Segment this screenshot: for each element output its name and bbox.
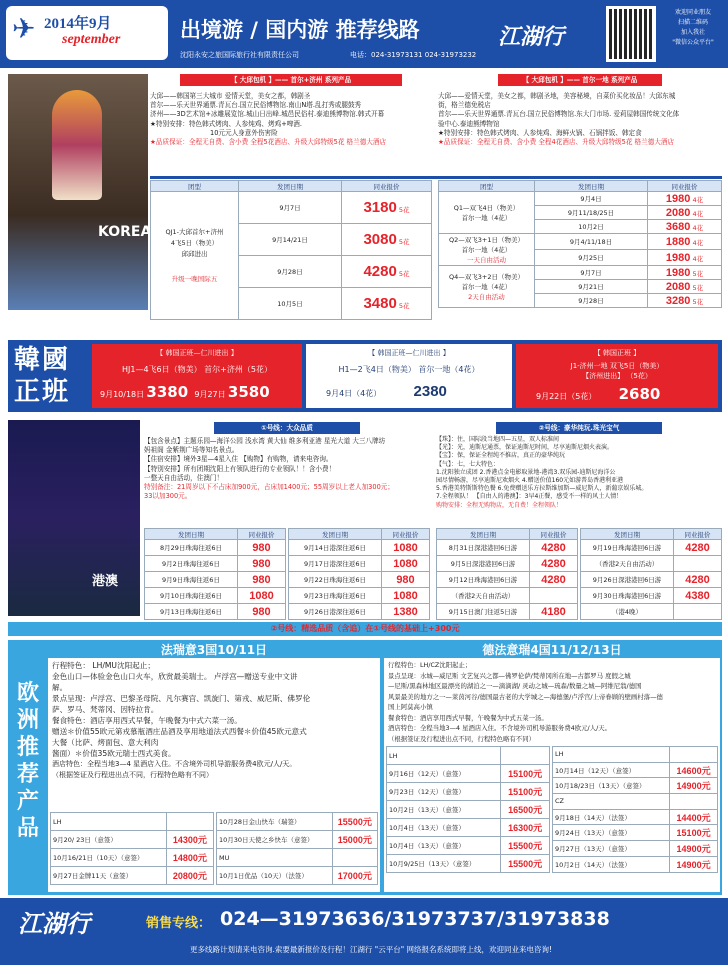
zhengban-box-3: 【 韩国正班 】 J1-济州一地 双飞5日（物美） 【济州进出】 （5花） 9月22日（5花） 2680: [516, 344, 718, 408]
europe-right: 德法意瑞4国11/12/13日 行程特色：LH/CZ沈阳起止； 景点呈现：水城—威尼斯 文艺复兴之都—佛罗伦萨/梵蒂冈所在地—古都罗马 度假之城 —尼斯/黑森林地区最漂亮的湖泊之一—滴滴湖/ 灵动之城—琉森/数量之城—阿维尼翁/德国 风景最美的地方之一—莱茵河谷/德国最古老的大学城之—海德堡/卢浮宫/上帝眷顾的壁画村落—德 国上阿莫高小镇 餐食特色：酒店享用西式早餐，午晚餐为中式五菜一汤。 酒店特色：全程当地3—4 星酒店入住。不含境外司机导游服务费4欧元/人/天。 （根据签证及行程进出点不同，行程特色略有不同） LH 9月16日（12天）（意签） 15100元 9月23日（12天）（意签） 15100元 10月2日（13天）（意签） 16500元 10月4日（13天）（意签） 16300元 10月4日（13天）（意签） 15500元 10月9/25日（13天）（意签） 15500元 LH 10月14日（12天）（意签） 14600元 10月18/23日（13天）（意签） 14900元 CZ 9月18日（14天）（法签） 14400元 9月24日（13天）（意签） 15100元 9月27日（13天）（意签） 14900元 10月2日（14天）（法签） 14900元: [384, 642, 720, 892]
footer-note: 更多线路计划请来电咨询.索要最新报价及行程！江湖行 "云平台" 网络报名系统即将上线，欢迎同业来电咨询!: [190, 945, 553, 954]
korea-left-tag: 【 大邱包机 】—— 首尔+济州 系列产品: [180, 74, 402, 86]
korea-product-cell: QJ1-大邱首尔+济州 4飞5日（物美） 邱邱进出 升级一晚国际五: [151, 192, 239, 320]
table-row: 3180 5花: [342, 192, 432, 224]
table-row: 9月10日珠海往返6日 1080: [145, 588, 286, 604]
korea-zhengban: [8, 340, 722, 412]
table-row: 10月9/25日（13天）（意签） 15500元: [387, 855, 550, 873]
table-row: 2080 4花: [648, 206, 722, 220]
zhengban-box-1: 【 韩国正班—仁川进出 】 HJ1—4飞6日（物美） 首尔+济州（5花） 9月10/18日 3380 9月27日 3580: [92, 344, 302, 408]
table-row: （香港2天自由活动）: [581, 556, 722, 572]
table-row: 9月9日珠海往返6日 980: [145, 572, 286, 588]
europe-left: 法瑞意3国10/11日 行程特色： LH/MU沈阳起止； 金色山口—体验金色山口火车，欣赏最美瑞士。 卢浮宫—赠送专业中文讲 解。 景点呈现：卢浮宫、巴黎圣母院、凡尔赛宫、凯旋门、第戎、威尼斯、佛罗伦 萨、罗马、梵蒂冈、因特拉肯。 餐食特色：酒店享用西式早餐，午晚餐为中式六菜一汤。 赠送＊价值55欧元第戎慕瓶酒庄品酒及享用地道法式西餐＊价值45欧元意式 大餐（比萨、烤面包、意大利肉 酱面）＊价值35欧元瑞士西式美食。 酒店特色：全程当地3—4 星酒店入住。不含境外司机导游服务费4欧元/人/天。 （根据签证及行程进出点不同，行程特色略有不同） LH 9月20/ 23日（意签） 14300元 10月16/21日（10天）（意签） 14800元 9月27日金牌11天（意签） 20800元 10月28日金山快车（瑞签） 15500元 10月30日天使之乡快车（意签） 15000元 MU 10月1日优品（10天）（法签） 17000元: [48, 642, 380, 892]
table-row: 9月23日珠海往返6日 1080: [289, 588, 430, 604]
hanbok-figure: [52, 90, 102, 200]
korea-zhengban-title: 韓國正班: [14, 345, 71, 407]
company-name: 沈阳永安之旅国际旅行社有限责任公司: [180, 51, 299, 59]
footer-sales-label: 销售专线：: [146, 916, 212, 931]
europe-right-title: 德法意瑞4国11/12/13日: [384, 642, 720, 658]
table-row: MU: [217, 849, 378, 867]
table-row: 9月2日珠海往返6日 980: [145, 556, 286, 572]
brand-logo: 江湖行: [498, 25, 565, 50]
europe-section: [8, 640, 722, 895]
date-year: 2014年9月: [44, 16, 112, 32]
table-row: 1980 4花: [648, 192, 722, 206]
table-row: 9月23日（12天）（意签） 15100元: [387, 783, 550, 801]
table-row: 9月27日（13天）（意签） 14900元: [553, 841, 718, 857]
hk-right-tag: ②号线：豪华纯玩.珠光宝气: [496, 422, 662, 434]
europe-left-table-1: [50, 812, 214, 885]
europe-title: 欧洲推荐产品: [16, 681, 39, 841]
table-row: 10月18/23日（13天）（意签） 14900元: [553, 778, 718, 794]
table-row: 8月31日深港港回6日游 4280: [437, 540, 578, 556]
table-row: 1880 4花: [648, 234, 722, 250]
table-row: 3280 5花: [648, 294, 722, 308]
table-row: LH: [51, 813, 214, 831]
table-row: 10月14日（12天）（意签） 14600元: [553, 762, 718, 778]
europe-right-table-2: [552, 746, 718, 873]
kite-icon: ✈: [12, 12, 36, 45]
hk-table-3: 发团日期 同业报价 8月31日深港港回6日游 4280 9月5日深港港回6日游 4280 9月12日珠海港回6日游 4280 （香港2天自由活动） 9月15日澳门往返5日游 4180: [436, 528, 578, 620]
hk-photo: [8, 420, 140, 616]
hk-banner: ②号线：精选品质（含追）在①号线的基础上+300元: [8, 622, 722, 636]
table-row: 10月28日金山快车（瑞签） 15500元: [217, 813, 378, 831]
hk-label: 港澳: [92, 574, 119, 589]
header: [0, 0, 728, 68]
date-badge: [6, 6, 168, 60]
hk-left-tag: ①号线：大众品质: [214, 422, 360, 434]
table-row: 4280 5花: [342, 256, 432, 288]
company-phone: 电话：024-31973131 024-31973232: [350, 51, 477, 59]
korea-label: KOREA: [98, 224, 152, 240]
korea-right-table: 团型 发团日期 同业报价 Q1—双飞4日（物美） 首尔一地（4花） 9月4日 1980 4花 9月11/18/25日 2080 4花 10月2日 3680 4花 Q2—双飞3+1日（物美） 首尔一地（4花） 一天自由活动 9月4/11/18日 1880 4花 9月25日 1980 4花 Q4—双飞3+2日（物美） 首尔一地（4花） 2天自由活动 9月7日 1980 5花 9月21日 2080 5花 9月28日 3280 5花: [438, 180, 722, 308]
table-row: 9月17日港深往返6日 1080: [289, 556, 430, 572]
table-row: 10月4日（13天）（意签） 15500元: [387, 837, 550, 855]
table-row: 9月18日（14天）（法签） 14400元: [553, 809, 718, 825]
table-row: 2080 5花: [648, 280, 722, 294]
hk-table-1: 发团日期 同业报价 8月29日珠海往返6日 980 9月2日珠海往返6日 980 9月9日珠海往返6日 980 9月10日珠海往返6日 1080 9月13日珠海往返6日 980: [144, 528, 286, 620]
table-row: 9月27日金牌11天（意签） 20800元: [51, 867, 214, 885]
korea-right-tag: 【 大邱包机 】—— 首尔一地 系列产品: [498, 74, 662, 86]
footer-phones: 024—31973636/31973737/31973838: [220, 908, 610, 930]
table-row: 9月26日深港港回6日游 4280: [581, 572, 722, 588]
europe-left-table-2: [216, 812, 378, 885]
table-row: LH: [387, 747, 550, 765]
page-title: 出境游 / 国内游 推荐线路: [180, 18, 420, 42]
table-row: （香港2天自由活动）: [437, 588, 578, 604]
table-row: 10月16/21日（10天）（意签） 14800元: [51, 849, 214, 867]
table-row: 3680 4花: [648, 220, 722, 234]
europe-right-table-1: [386, 746, 550, 873]
table-row: 10月4日（13天）（意签） 16300元: [387, 819, 550, 837]
table-row: 10月2日（14天）（法签） 14900元: [553, 856, 718, 872]
table-row: 3480 5花: [342, 288, 432, 320]
table-row: 9月22日珠海往返6日 980: [289, 572, 430, 588]
table-row: 9月14日港深往返6日 1080: [289, 540, 430, 556]
table-row: 9月30日珠海港回6日游 4380: [581, 588, 722, 604]
korea-right-info: 【 大邱包机 】—— 首尔一地 系列产品 大邱——爱情天堂，美女之都，韩剧圣地，美容秘境，自菜价买化妆品！大邱东城 街，格兰德免税店 首尔——乐天世界通票.青瓦台.国立民俗博物馆.东大门市场. 爱莉屋韩国传统文化体 验中心.泰迪熊博物馆 ★特别安排：特色韩式烤肉、人参炖鸡、海鲜火锅、石锅拌饭、韩定食 ★品质保证：全程无自费、含小费 全程4花酒店、升级大邱特级5花 格兰德大酒店: [438, 76, 680, 147]
footer-brand: 江湖行: [18, 910, 90, 938]
table-row: 10月2日（13天）（意签） 16500元: [387, 801, 550, 819]
table-row: （港4晚）: [581, 604, 722, 620]
table-row: 8月29日珠海往返6日 980: [145, 540, 286, 556]
table-row: 9月20/ 23日（意签） 14300元: [51, 831, 214, 849]
table-row: 9月15日澳门往返5日游 4180: [437, 604, 578, 620]
table-row: 9月26日港深往返6日 1380: [289, 604, 430, 620]
table-row: 9月24日（13天）（意签） 15100元: [553, 825, 718, 841]
korea-blue-rule: [150, 176, 722, 179]
korea-left-info: 【 大邱包机 】—— 首尔+济州 系列产品 大邱——韩国第三大城市 爱情天堂，美女之都，韩剧圣 首尔——乐天世界通票.青瓦台.国立民俗博物馆.南山N塔.乱打秀或腿鼓秀 济州——3D艺术馆+冰雕展览馆.城山日出峰.城邑民俗村.泰迪熊博物馆.韩式开幕 ★特别安排：特色韩式烤肉、人参炖鸡、烤鸡+啤酒. 10元元人身意外伤害险 ★品质保证：全程无自费、含小费 全程5花酒店、升级大邱特级5花 格兰德大酒店: [150, 74, 432, 178]
table-row: 10月1日优品（10天）（法签） 17000元: [217, 867, 378, 885]
qr-text: 欢迎同业朋友 扫描二维码 加入我社 "微信公众平台": [672, 9, 714, 46]
date-en: september: [62, 32, 121, 47]
table-row: 1980 5花: [648, 266, 722, 280]
hk-left-info: ①号线：大众品质 【包含景点】主题乐园—海洋公园 浅水湾 黄大仙 维多利亚港 星光大道 大三八牌坊 妈祖阁 金紫荆广场等知名景点。 【住宿安排】境外3星—4星入住 【购物】有购物，请来电咨询。 【特别安排】所有团期沈阳上有领队进行的专业领队！！含小费！ 一整天自由活动，住澳门！ 特别备注：21周岁以下不占床加900元，占床加1400元；55周岁以上老人加300元； 33以加300元。: [144, 424, 394, 501]
hk-table-4: 发团日期 同业报价 9月19日珠海港回6日游 4280 （香港2天自由活动） 9月26日深港港回6日游 4280 9月30日珠海港回6日游 4380 （港4晚）: [580, 528, 722, 620]
table-row: 9月5日深港港回6日游 4280: [437, 556, 578, 572]
table-row: 10月30日天使之乡快车（意签） 15000元: [217, 831, 378, 849]
table-row: 9月19日珠海港回6日游 4280: [581, 540, 722, 556]
korea-left-table: 团型 发团日期 同业报价 QJ1-大邱首尔+济州 4飞5日（物美） 邱邱进出 升级一晚国际五 9月7日 3180 5花 9月14/21日 3080 5花 9月28日 4280 5花 10月5日 3480 5花: [150, 180, 432, 320]
table-row: 9月13日珠海往返6日 980: [145, 604, 286, 620]
zhengban-box-2: 【 韩国正班—仁川进出 】 H1—2飞4日（物美） 首尔一地（4花） 9月4日（4花） 2380: [306, 344, 512, 408]
qr-code: [606, 6, 656, 62]
table-row: 9月12日珠海港回6日游 4280: [437, 572, 578, 588]
table-row: CZ: [553, 794, 718, 810]
hk-table-2: 发团日期 同业报价 9月14日港深往返6日 1080 9月17日港深往返6日 1080 9月22日珠海往返6日 980 9月23日珠海往返6日 1080 9月26日港深往返6日 1380: [288, 528, 430, 620]
korea-photo: [8, 74, 152, 310]
europe-left-title: 法瑞意3国10/11日: [48, 642, 380, 658]
table-row: 9月16日（12天）（意签） 15100元: [387, 765, 550, 783]
table-row: 1980 4花: [648, 250, 722, 266]
table-row: 3080 5花: [342, 224, 432, 256]
table-row: LH: [553, 747, 718, 763]
hk-right-info: ②号线：豪华纯玩.珠光宝气 【珠】：住，国际段当地四—五星，双人标准间 【光】：光，迪斯尼通票，保证迪斯尼时间，尽享迪斯尼烟火表演。 【宝】：保，保证全程纯不推店，真正的豪华纯玩 【气】：七，七大特色： 1.沈阳独立成团 2.香港点金电影取景地-港湾3.双乐园-迪斯尼海洋公 园尽情畅游，尽享迪斯尼欢烟火 4.赠送价值160元如游普岛香港利亚港 5.香港美特斯斯特色餐 6.免费赠送乐方拉斯维加斯—威尼斯人，新葡京娱乐城。 7.全程领队！ 【自由人的港澳】：3早4正餐，感受不一样的风土人情！ 购物安排：全程无购物店，无自费！全程领队！: [436, 422, 722, 522]
footer: [0, 898, 728, 965]
